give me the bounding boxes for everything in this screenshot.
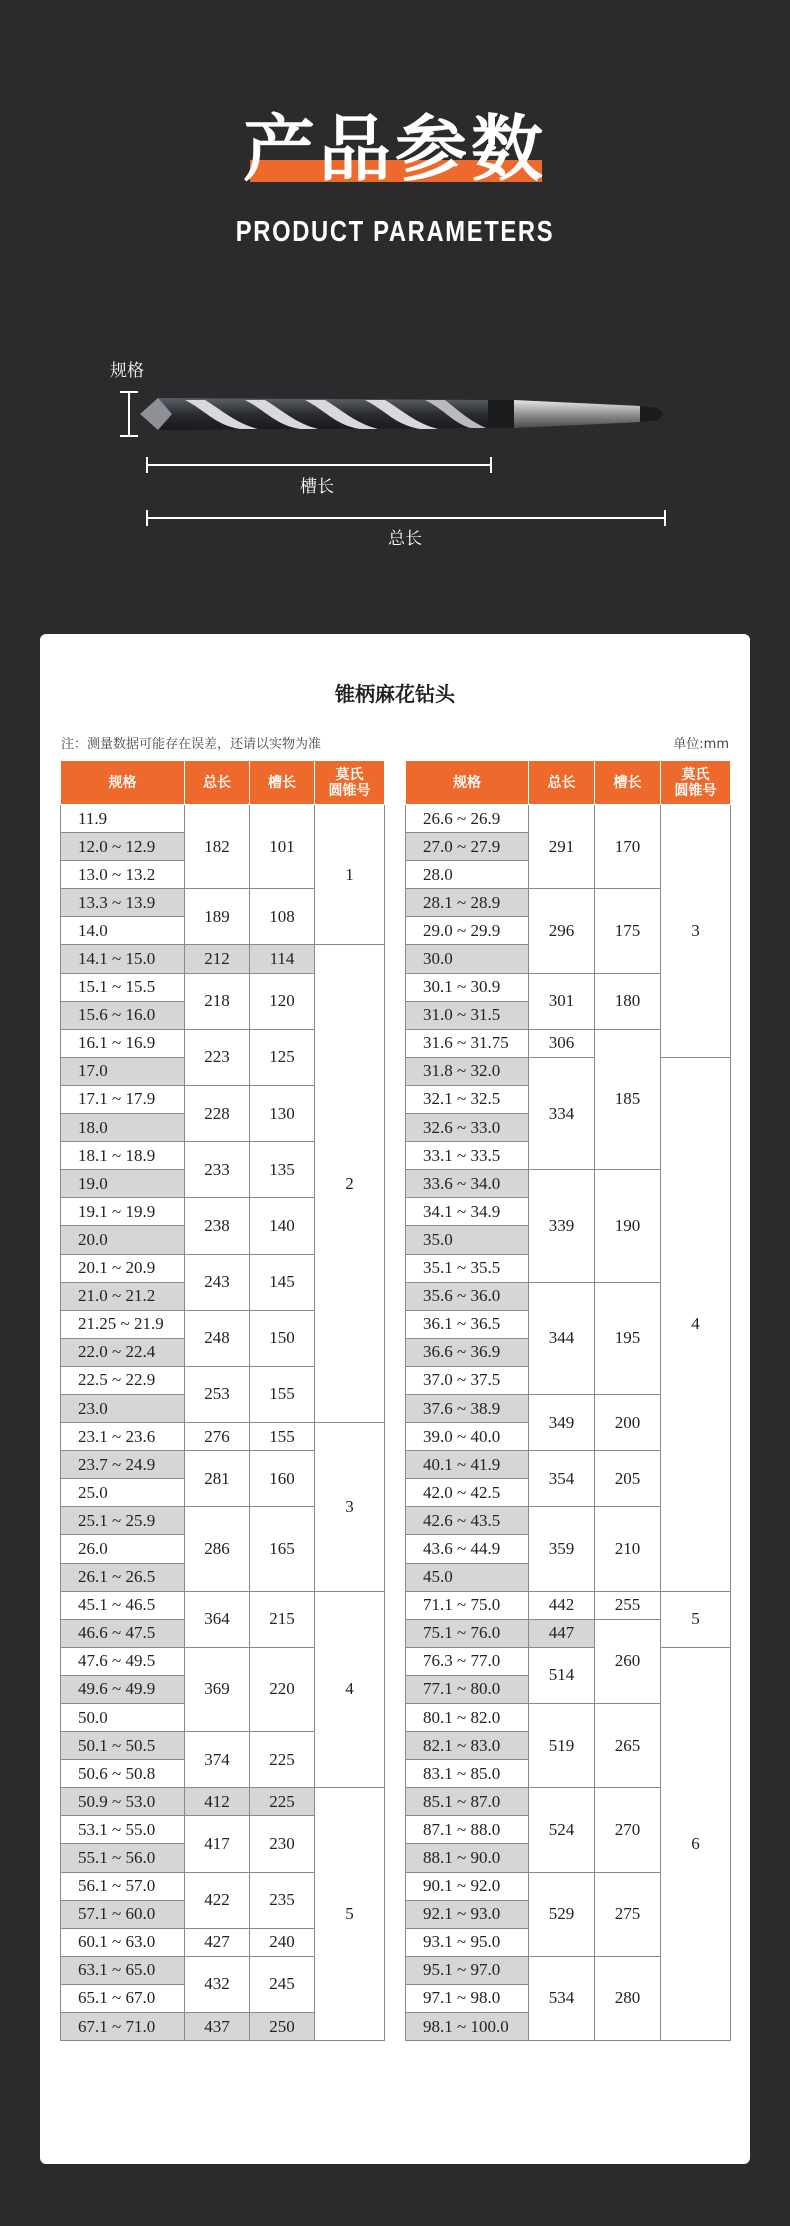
- spec-cell: 76.3 ~ 77.0: [406, 1647, 529, 1675]
- spec-cell: 23.1 ~ 23.6: [61, 1423, 185, 1451]
- total-length-cell: 437: [185, 2013, 250, 2041]
- column-header: 莫氏 圆锥号: [661, 761, 731, 805]
- spec-cell: 13.0 ~ 13.2: [61, 861, 185, 889]
- table-row: [61, 945, 385, 973]
- flute-length-cell: 235: [250, 1872, 315, 1928]
- total-length-cell: 339: [529, 1170, 595, 1282]
- spec-cell: 28.0: [406, 861, 529, 889]
- total-length-cell: 228: [185, 1085, 250, 1141]
- flute-length-cell: 225: [250, 1788, 315, 1816]
- spec-cell: 63.1 ~ 65.0: [61, 1956, 185, 1984]
- morse-taper-cell: 4: [315, 1591, 385, 1788]
- spec-cell: 37.6 ~ 38.9: [406, 1394, 529, 1422]
- spec-cell: 13.3 ~ 13.9: [61, 889, 185, 917]
- spec-cell: 17.1 ~ 17.9: [61, 1085, 185, 1113]
- spec-cell: 26.0: [61, 1535, 185, 1563]
- morse-taper-cell: 4: [661, 1057, 731, 1591]
- flute-length-cell: 155: [250, 1366, 315, 1422]
- morse-taper-cell: 6: [661, 1647, 731, 2040]
- flute-length-cell: 170: [595, 805, 661, 889]
- spec-cell: 18.1 ~ 18.9: [61, 1142, 185, 1170]
- total-length-cell: 529: [529, 1872, 595, 1956]
- spec-cell: 39.0 ~ 40.0: [406, 1423, 529, 1451]
- spec-cell: 15.6 ~ 16.0: [61, 1001, 185, 1029]
- total-length-cell: 248: [185, 1310, 250, 1366]
- spec-cell: 20.0: [61, 1226, 185, 1254]
- spec-cell: 36.6 ~ 36.9: [406, 1338, 529, 1366]
- spec-cell: 50.6 ~ 50.8: [61, 1760, 185, 1788]
- parameter-card: [40, 634, 750, 2164]
- spec-cell: 32.6 ~ 33.0: [406, 1114, 529, 1142]
- spec-cell: 45.0: [406, 1563, 529, 1591]
- total-length-cell: 218: [185, 973, 250, 1029]
- spec-cell: 37.0 ~ 37.5: [406, 1366, 529, 1394]
- column-header: 槽长: [250, 761, 315, 805]
- spec-cell: 31.8 ~ 32.0: [406, 1057, 529, 1085]
- total-length-cell: 306: [529, 1029, 595, 1057]
- flute-length-cell: 140: [250, 1198, 315, 1254]
- spec-cell: 85.1 ~ 87.0: [406, 1788, 529, 1816]
- spec-cell: 32.1 ~ 32.5: [406, 1085, 529, 1113]
- flute-length-cell: 200: [595, 1394, 661, 1450]
- spec-cell: 87.1 ~ 88.0: [406, 1816, 529, 1844]
- total-length-cell: 524: [529, 1788, 595, 1872]
- total-length-cell: 253: [185, 1366, 250, 1422]
- spec-dimension-label: 规格: [110, 361, 144, 381]
- spec-cell: 82.1 ~ 83.0: [406, 1732, 529, 1760]
- flute-length-cell: 255: [595, 1591, 661, 1619]
- spec-cell: 75.1 ~ 76.0: [406, 1619, 529, 1647]
- flute-length-cell: 160: [250, 1451, 315, 1507]
- spec-cell: 25.1 ~ 25.9: [61, 1507, 185, 1535]
- spec-cell: 77.1 ~ 80.0: [406, 1675, 529, 1703]
- spec-cell: 35.6 ~ 36.0: [406, 1282, 529, 1310]
- table-row: [61, 1591, 385, 1619]
- flute-length-cell: 220: [250, 1647, 315, 1731]
- column-header: 总长: [185, 761, 250, 805]
- flute-length-cell: 280: [595, 1956, 661, 2040]
- total-length-cell: 432: [185, 1956, 250, 2012]
- flute-length-cell: 185: [595, 1029, 661, 1169]
- total-length-cell: 212: [185, 945, 250, 973]
- total-length-cell: 514: [529, 1647, 595, 1703]
- spec-cell: 27.0 ~ 27.9: [406, 833, 529, 861]
- spec-cell: 20.1 ~ 20.9: [61, 1254, 185, 1282]
- total-length-cell: 417: [185, 1816, 250, 1872]
- spec-cell: 42.0 ~ 42.5: [406, 1479, 529, 1507]
- flute-length-cell: 165: [250, 1507, 315, 1591]
- flute-length-label: 槽长: [300, 477, 334, 497]
- unit-label: 单位:mm: [673, 737, 729, 752]
- spec-cell: 40.1 ~ 41.9: [406, 1451, 529, 1479]
- spec-cell: 18.0: [61, 1114, 185, 1142]
- spec-cell: 21.0 ~ 21.2: [61, 1282, 185, 1310]
- spec-cell: 83.1 ~ 85.0: [406, 1760, 529, 1788]
- flute-length-cell: 225: [250, 1732, 315, 1788]
- table-row: [61, 805, 385, 833]
- spec-cell: 31.0 ~ 31.5: [406, 1001, 529, 1029]
- flute-length-cell: 120: [250, 973, 315, 1029]
- spec-cell: 30.1 ~ 30.9: [406, 973, 529, 1001]
- morse-taper-cell: 5: [315, 1788, 385, 2041]
- total-length-cell: 519: [529, 1704, 595, 1788]
- spec-table-right: [405, 760, 731, 2041]
- spec-cell: 47.6 ~ 49.5: [61, 1647, 185, 1675]
- table-row: [61, 1788, 385, 1816]
- total-length-cell: 374: [185, 1732, 250, 1788]
- spec-cell: 15.1 ~ 15.5: [61, 973, 185, 1001]
- spec-cell: 42.6 ~ 43.5: [406, 1507, 529, 1535]
- flute-length-cell: 265: [595, 1704, 661, 1788]
- flute-length-cell: 250: [250, 2013, 315, 2041]
- total-length-cell: 422: [185, 1872, 250, 1928]
- table-row: [61, 1423, 385, 1451]
- spec-cell: 34.1 ~ 34.9: [406, 1198, 529, 1226]
- flute-length-cell: 190: [595, 1170, 661, 1282]
- table-row: [406, 1057, 731, 1085]
- flute-length-cell: 114: [250, 945, 315, 973]
- flute-length-cell: 230: [250, 1816, 315, 1872]
- spec-cell: 46.6 ~ 47.5: [61, 1619, 185, 1647]
- total-length-cell: 447: [529, 1619, 595, 1647]
- spec-cell: 14.1 ~ 15.0: [61, 945, 185, 973]
- spec-cell: 88.1 ~ 90.0: [406, 1844, 529, 1872]
- total-length-cell: 442: [529, 1591, 595, 1619]
- total-length-cell: 243: [185, 1254, 250, 1310]
- spec-cell: 49.6 ~ 49.9: [61, 1675, 185, 1703]
- spec-cell: 26.6 ~ 26.9: [406, 805, 529, 833]
- column-header: 总长: [529, 761, 595, 805]
- spec-cell: 60.1 ~ 63.0: [61, 1928, 185, 1956]
- total-length-cell: 412: [185, 1788, 250, 1816]
- flute-length-cell: 101: [250, 805, 315, 889]
- spec-cell: 19.1 ~ 19.9: [61, 1198, 185, 1226]
- spec-cell: 21.25 ~ 21.9: [61, 1310, 185, 1338]
- total-length-cell: 334: [529, 1057, 595, 1169]
- page-subtitle: PRODUCT PARAMETERS: [235, 216, 555, 248]
- flute-length-cell: 245: [250, 1956, 315, 2012]
- spec-cell: 31.6 ~ 31.75: [406, 1029, 529, 1057]
- spec-cell: 26.1 ~ 26.5: [61, 1563, 185, 1591]
- flute-length-cell: 260: [595, 1619, 661, 1703]
- flute-length-cell: 130: [250, 1085, 315, 1141]
- total-length-cell: 301: [529, 973, 595, 1029]
- total-length-cell: 286: [185, 1507, 250, 1591]
- spec-cell: 30.0: [406, 945, 529, 973]
- spec-cell: 33.6 ~ 34.0: [406, 1170, 529, 1198]
- total-length-cell: 189: [185, 889, 250, 945]
- column-header: 规格: [406, 761, 529, 805]
- total-length-cell: 296: [529, 889, 595, 973]
- spec-cell: 23.0: [61, 1394, 185, 1422]
- spec-cell: 11.9: [61, 805, 185, 833]
- spec-cell: 98.1 ~ 100.0: [406, 2013, 529, 2041]
- spec-cell: 97.1 ~ 98.0: [406, 1984, 529, 2012]
- spec-cell: 12.0 ~ 12.9: [61, 833, 185, 861]
- spec-cell: 53.1 ~ 55.0: [61, 1816, 185, 1844]
- page-title: 产品参数: [242, 107, 547, 191]
- total-length-cell: 369: [185, 1647, 250, 1731]
- spec-cell: 35.1 ~ 35.5: [406, 1254, 529, 1282]
- hero-section: [0, 0, 790, 640]
- table-row: [406, 805, 731, 833]
- table-row: [406, 1647, 731, 1675]
- spec-cell: 25.0: [61, 1479, 185, 1507]
- spec-cell: 56.1 ~ 57.0: [61, 1872, 185, 1900]
- morse-taper-cell: 2: [315, 945, 385, 1423]
- flute-length-cell: 205: [595, 1451, 661, 1507]
- morse-taper-cell: 1: [315, 805, 385, 945]
- spec-cell: 92.1 ~ 93.0: [406, 1900, 529, 1928]
- total-length-cell: 344: [529, 1282, 595, 1394]
- spec-cell: 14.0: [61, 917, 185, 945]
- column-header: 槽长: [595, 761, 661, 805]
- flute-length-cell: 135: [250, 1142, 315, 1198]
- spec-cell: 16.1 ~ 16.9: [61, 1029, 185, 1057]
- spec-cell: 90.1 ~ 92.0: [406, 1872, 529, 1900]
- spec-cell: 19.0: [61, 1170, 185, 1198]
- spec-cell: 36.1 ~ 36.5: [406, 1310, 529, 1338]
- total-length-cell: 223: [185, 1029, 250, 1085]
- spec-cell: 67.1 ~ 71.0: [61, 2013, 185, 2041]
- spec-cell: 33.1 ~ 33.5: [406, 1142, 529, 1170]
- flute-length-cell: 180: [595, 973, 661, 1029]
- spec-cell: 65.1 ~ 67.0: [61, 1984, 185, 2012]
- spec-cell: 22.5 ~ 22.9: [61, 1366, 185, 1394]
- spec-cell: 35.0: [406, 1226, 529, 1254]
- flute-length-cell: 210: [595, 1507, 661, 1591]
- spec-cell: 50.1 ~ 50.5: [61, 1732, 185, 1760]
- total-length-cell: 534: [529, 1956, 595, 2040]
- flute-length-cell: 108: [250, 889, 315, 945]
- flute-length-cell: 215: [250, 1591, 315, 1647]
- spec-table-left: [60, 760, 385, 2041]
- spec-cell: 22.0 ~ 22.4: [61, 1338, 185, 1366]
- flute-length-cell: 145: [250, 1254, 315, 1310]
- spec-cell: 28.1 ~ 28.9: [406, 889, 529, 917]
- spec-cell: 29.0 ~ 29.9: [406, 917, 529, 945]
- spec-cell: 17.0: [61, 1057, 185, 1085]
- total-length-cell: 427: [185, 1928, 250, 1956]
- total-length-label: 总长: [388, 529, 422, 549]
- total-length-cell: 354: [529, 1451, 595, 1507]
- spec-cell: 71.1 ~ 75.0: [406, 1591, 529, 1619]
- total-length-cell: 291: [529, 805, 595, 889]
- flute-length-cell: 175: [595, 889, 661, 973]
- drill-diagram: [0, 0, 790, 560]
- flute-length-cell: 240: [250, 1928, 315, 1956]
- spec-cell: 50.9 ~ 53.0: [61, 1788, 185, 1816]
- total-length-cell: 359: [529, 1507, 595, 1591]
- total-length-cell: 349: [529, 1394, 595, 1450]
- total-length-cell: 238: [185, 1198, 250, 1254]
- column-header: 规格: [61, 761, 185, 805]
- total-length-cell: 182: [185, 805, 250, 889]
- flute-length-cell: 195: [595, 1282, 661, 1394]
- spec-cell: 57.1 ~ 60.0: [61, 1900, 185, 1928]
- card-title: 锥柄麻花钻头: [335, 682, 455, 706]
- measurement-note: 注：测量数据可能存在误差，还请以实物为准: [61, 737, 322, 752]
- total-length-cell: 281: [185, 1451, 250, 1507]
- morse-taper-cell: 3: [315, 1423, 385, 1592]
- spec-cell: 43.6 ~ 44.9: [406, 1535, 529, 1563]
- total-length-cell: 364: [185, 1591, 250, 1647]
- column-header: 莫氏 圆锥号: [315, 761, 385, 805]
- spec-cell: 50.0: [61, 1704, 185, 1732]
- spec-cell: 45.1 ~ 46.5: [61, 1591, 185, 1619]
- flute-length-cell: 275: [595, 1872, 661, 1956]
- morse-taper-cell: 5: [661, 1591, 731, 1647]
- flute-length-cell: 155: [250, 1423, 315, 1451]
- spec-cell: 93.1 ~ 95.0: [406, 1928, 529, 1956]
- total-length-cell: 233: [185, 1142, 250, 1198]
- total-length-cell: 276: [185, 1423, 250, 1451]
- spec-cell: 80.1 ~ 82.0: [406, 1704, 529, 1732]
- drill-icon: [140, 398, 664, 430]
- flute-length-cell: 125: [250, 1029, 315, 1085]
- spec-cell: 55.1 ~ 56.0: [61, 1844, 185, 1872]
- morse-taper-cell: 3: [661, 805, 731, 1058]
- flute-length-cell: 270: [595, 1788, 661, 1872]
- table-row: [406, 1591, 731, 1619]
- spec-cell: 23.7 ~ 24.9: [61, 1451, 185, 1479]
- flute-length-cell: 150: [250, 1310, 315, 1366]
- spec-cell: 95.1 ~ 97.0: [406, 1956, 529, 1984]
